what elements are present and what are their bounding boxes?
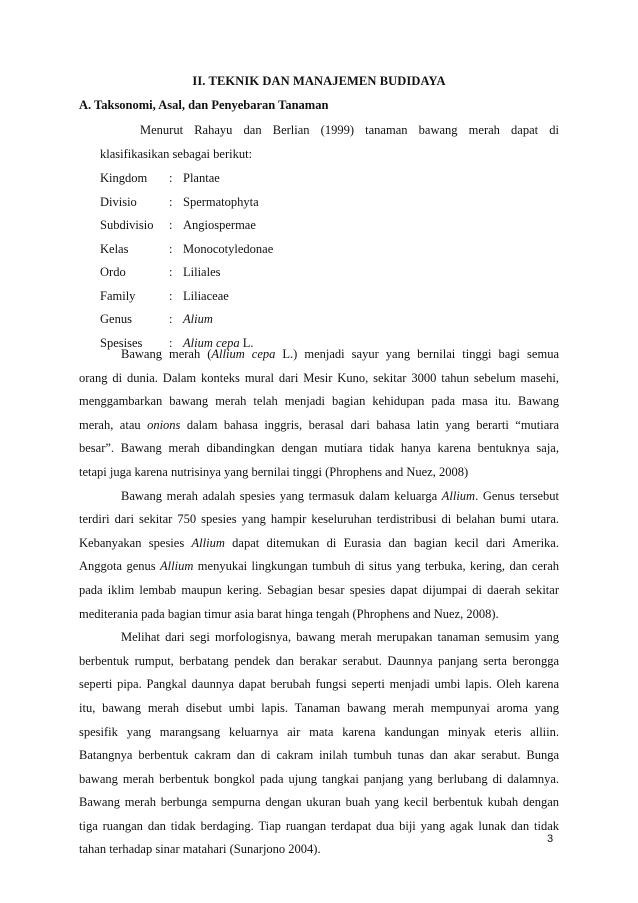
taxonomy-row (100, 218, 273, 242)
taxonomy-row (100, 195, 273, 219)
text-segment: merah, atau (79, 417, 148, 432)
paragraph-line (79, 791, 559, 815)
taxonomy-row (100, 171, 273, 195)
section-heading: A. Taksonomi, Asal, dan Penyebaran Tanaman (79, 98, 329, 112)
chapter-title: II. TEKNIK DAN MANAJEMEN BUDIDAYA (192, 74, 446, 88)
text-segment: Bawang merah adalah spesies yang termasuk dalam keluarga (121, 488, 442, 503)
paragraph-line (79, 532, 559, 556)
text-segment: bawang merah berbentuk bongkol pada ujung tangkai panjang yang berlubang di dalamnya. (79, 771, 559, 786)
taxonomy-rank: Genus (100, 312, 132, 326)
taxonomy-name (183, 265, 221, 289)
text-segment: itu, bawang merah disebut umbi lapis. Tanaman bawang merah mempunyai aroma yang (79, 700, 559, 715)
taxonomy-rank: Spesises (100, 335, 143, 350)
taxonomy-separator: : (169, 171, 173, 185)
taxonomy-name-value: Liliaceae (183, 288, 229, 303)
text-segment: Batangnya berbentuk cakram dan di cakram inilah tumbuh tunas dan akar serabut. Bunga (79, 748, 559, 763)
paragraph-line (79, 390, 559, 414)
taxonomy-name-value: Monocotyledonae (183, 241, 274, 256)
text-segment: Melihat dari segi morfologisnya, bawang merah merupakan tanaman semusim yang (121, 630, 559, 645)
text-segment: orang di dunia. Dalam konteks mural dari Mesir Kuno, sekitar 3000 tahun sebelum masehi, (79, 370, 559, 385)
taxonomy-separator: : (169, 194, 173, 209)
paragraph-line (79, 603, 559, 627)
taxonomy-name-value: Plantae (183, 171, 220, 185)
taxonomy-name-value: Spermatophyta (183, 194, 259, 209)
text-segment: berbentuk rumput, berbatang pendek dan berakar serabut. Daunnya panjang serta berongga (79, 653, 559, 668)
taxonomy-name-value: Liliales (183, 265, 221, 279)
text-segment: Bawang merah ( (121, 347, 212, 361)
text-segment: terdiri dari sekitar 750 spesies yang hampir keseluruhan terdistribusi di belahan bumi utara. (79, 512, 559, 527)
text-segment: spesifik yang marangsang keluarnya air mata karena kandungan minyak eteris alliin. (79, 724, 559, 739)
paragraph-line (79, 555, 559, 579)
taxonomy-name (183, 242, 273, 266)
text-segment: menyukai lingkungan tumbuh di situs yang terbuka, kering, dan cerah (193, 559, 559, 574)
paragraph-line (79, 579, 559, 603)
text-segment: menggambarkan bawang merah telah menjadi bagian kehidupan pada masa itu. Bawang (79, 394, 559, 409)
paragraph-line (79, 838, 559, 862)
paragraph-line (79, 697, 559, 721)
text-segment: dalam bahasa inggris, berasal dari bahasa latin yang berarti “mutiara (180, 417, 559, 432)
text-segment: tetapi juga karena nutrisinya yang bernilai tinggi (Phrophens and Nuez, 2008) (79, 464, 469, 479)
text-segment: pada iklim lembab maupun kering. Sebagian besar spesies dapat dijumpai di daerah sekitar (79, 582, 559, 597)
paragraph-line (79, 721, 559, 745)
taxonomy-name (183, 171, 220, 195)
taxonomy-separator: : (169, 241, 173, 256)
paragraph-line (79, 650, 559, 674)
paragraph-line (79, 508, 559, 532)
text-segment: besar”. Bawang merah dibandingkan dengan mutiara tidak hanya karena bentuknya saja, (79, 441, 559, 456)
paragraph-line (79, 744, 559, 768)
text-segment: tiga ruangan dan tidak berdaging. Tiap ruangan terdapat dua biji yang agak lunak dan tidak (79, 818, 559, 833)
text-segment: Bawang merah berbunga sempurna dengan ukuran buah yang kecil berbentuk kubah dengan (79, 795, 559, 810)
taxonomy-name-value: Alium (183, 312, 213, 326)
paragraph-line (79, 461, 559, 485)
paragraph-line (79, 485, 559, 509)
text-segment: Kebanyakan spesies (79, 535, 192, 550)
taxonomy-name-suffix: L. (239, 335, 254, 350)
page-number: 3 (547, 833, 554, 845)
intro-line-1: Menurut Rahayu dan Berlian (1999) tanaman bawang merah dapat di (140, 123, 559, 137)
paragraph-line (79, 437, 559, 461)
paragraph-line (79, 626, 559, 650)
paragraph-line (79, 673, 559, 697)
taxonomy-separator: : (169, 312, 173, 326)
text-segment: seperti pipa. Pangkal daunnya dapat berubah fungsi seperti menjadi umbi lapis. Oleh karena (79, 677, 559, 692)
italic-term: Allium cepa (211, 347, 276, 361)
taxonomy-name (183, 195, 259, 219)
taxonomy-row (100, 242, 273, 266)
taxonomy-name-value: Angiospermae (183, 218, 256, 232)
taxonomy-separator: : (169, 335, 173, 350)
taxonomy-rank: Divisio (100, 194, 137, 209)
intro-line-2: klasifikasikan sebagai berikut: (100, 147, 253, 161)
paragraph-line (79, 367, 559, 391)
taxonomy-table (100, 171, 276, 361)
taxonomy-rank: Kingdom (100, 171, 148, 185)
italic-term: onions (147, 417, 181, 432)
taxonomy-rank: Ordo (100, 265, 126, 279)
text-segment: L.) menjadi sayur yang bernilai tinggi bagi semua (275, 347, 559, 361)
text-segment: . Genus tersebut (475, 488, 559, 503)
paragraph-line (79, 815, 559, 839)
paragraph-line (79, 343, 559, 367)
taxonomy-name (183, 289, 229, 313)
italic-term: Allium (441, 488, 476, 503)
text-segment: dapat ditemukan di Eurasia dan bagian kecil dari Amerika. (224, 535, 559, 550)
taxonomy-row (100, 289, 273, 313)
taxonomy-separator: : (169, 288, 173, 303)
taxonomy-row (100, 312, 273, 336)
taxonomy-rank: Subdivisio (100, 218, 154, 232)
text-segment: Anggota genus (79, 559, 161, 574)
paragraph-line (79, 768, 559, 792)
text-segment: tahan terhadap sinar matahari (Sunarjono 2004). (79, 842, 321, 857)
taxonomy-separator: : (169, 218, 173, 232)
body-text (79, 343, 559, 862)
paragraph-line (79, 414, 559, 438)
taxonomy-row (100, 265, 273, 289)
italic-term: Allium (160, 559, 194, 574)
taxonomy-rank: Kelas (100, 241, 129, 256)
text-segment: mediterania pada bagian timur asia barat hinga tengah (Phrophens and Nuez, 2008). (79, 606, 499, 621)
taxonomy-name (183, 312, 213, 336)
taxonomy-name-value: Alium cepa (183, 335, 240, 350)
taxonomy-separator: : (169, 265, 173, 279)
taxonomy-rank: Family (100, 288, 136, 303)
italic-term: Allium (191, 535, 225, 550)
taxonomy-name (183, 218, 256, 242)
